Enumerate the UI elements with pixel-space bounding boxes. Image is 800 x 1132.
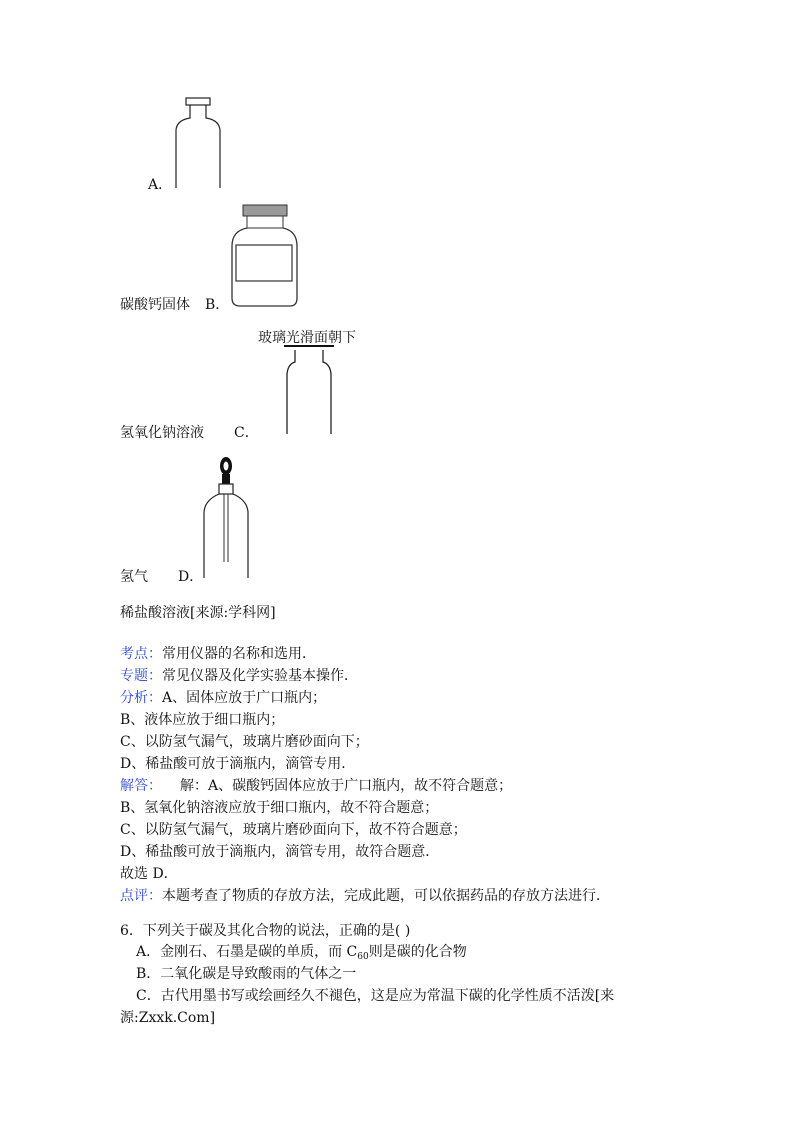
fenxi-first: A、固体应放于广口瓶内； [162, 690, 327, 706]
dianping-row [120, 887, 610, 905]
jieda-line: C、以防氢气漏气，玻璃片磨砂面向下，故不符合题意； [120, 822, 467, 838]
glass-slide-caption: 玻璃光滑面朝下 [258, 330, 356, 346]
question-6-option-b: B．二氧化碳是导致酸雨的气体之一 [136, 966, 357, 982]
fenxi-row [120, 689, 326, 707]
dianping-label: 点评： [120, 888, 162, 904]
source-note: 稀盐酸溶液[来源:学科网] [120, 605, 276, 621]
jieda-line: D、稀盐酸可放于滴瓶内，滴管专用，故符合题意． [120, 844, 440, 860]
kaodian-row [120, 645, 316, 663]
zhuanti-label: 专题： [120, 668, 162, 684]
option-a-text: A．金刚石、石墨是碳的单质，而 C [136, 944, 358, 960]
jieda-row [120, 777, 512, 795]
option-b-label: B． [205, 297, 230, 313]
option-c-prefix: 氢氧化钠溶液 [120, 425, 204, 441]
option-a-text-end: 则是碳的化合物 [368, 944, 467, 960]
jieda-line: B、氢氧化钠溶液应放于细口瓶内，故不符合题意； [120, 800, 439, 816]
question-6-stem: 6．下列关于碳及其化合物的说法，正确的是( ) [120, 923, 411, 939]
fenxi-line: B、液体应放于细口瓶内； [120, 712, 285, 728]
dianping-text: 本题考查了物质的存放方法，完成此题，可以依据药品的存放方法进行． [162, 888, 610, 904]
c60-subscript: 60 [357, 952, 369, 962]
option-d-prefix: 氢气 [120, 569, 148, 585]
option-d-label: D． [178, 569, 204, 585]
fenxi-line: C、以防氢气漏气，玻璃片磨砂面向下； [120, 734, 369, 750]
kaodian-label: 考点： [120, 646, 162, 662]
jieda-first: 解：A、碳酸钙固体应放于广口瓶内，故不符合题意； [180, 778, 513, 794]
kaodian-text: 常用仪器的名称和选用． [162, 646, 316, 662]
option-b-prefix: 碳酸钙固体 [120, 297, 190, 313]
option-a-label: A． [148, 177, 173, 193]
question-6-option-c: C．古代用墨书写或绘画经久不褪色，这是应为常温下碳的化学性质不活泼[来 [136, 988, 615, 1004]
fenxi-label: 分析： [120, 690, 162, 706]
fenxi-line: D、稀盐酸可放于滴瓶内，滴管专用． [120, 756, 356, 772]
jieda-label: 解答： [120, 778, 162, 794]
question-6-option-a [136, 943, 467, 961]
option-c-label: C． [234, 425, 259, 441]
answer-line: 故选 D． [120, 866, 178, 882]
question-6-option-c-cont: 源:Zxxk.Com] [120, 1010, 216, 1026]
zhuanti-text: 常见仪器及化学实验基本操作． [162, 668, 358, 684]
zhuanti-row [120, 667, 358, 685]
